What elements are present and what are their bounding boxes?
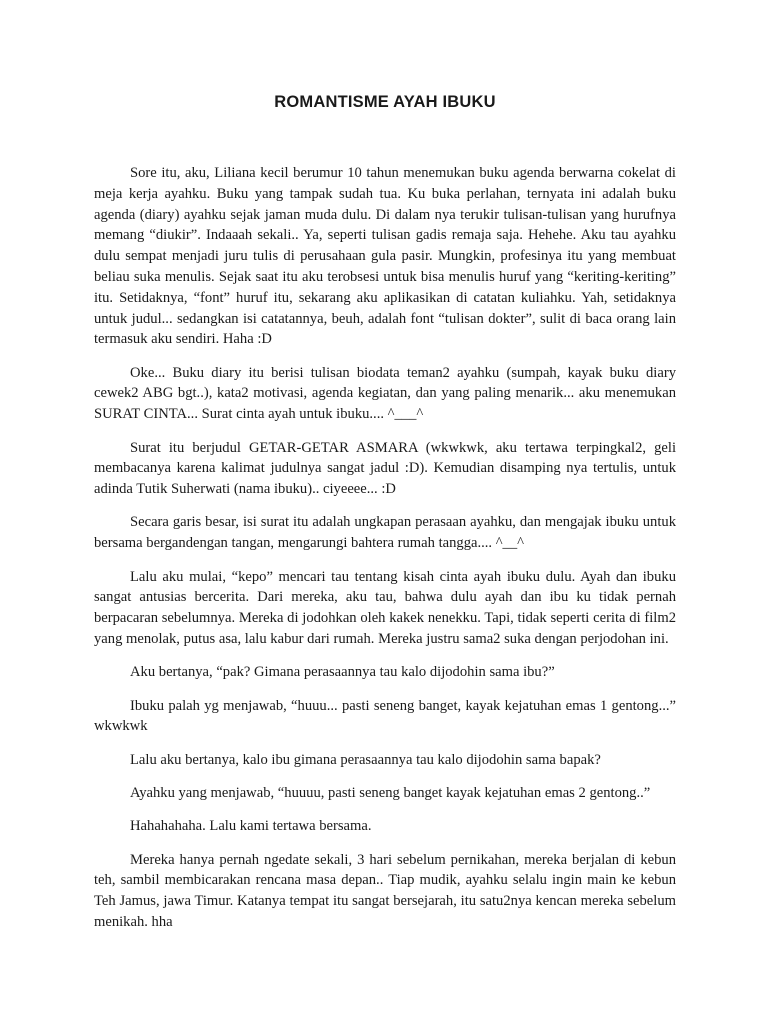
paragraph-11: Mereka hanya pernah ngedate sekali, 3 hari sebelum pernikahan, mereka berjalan di kebun teh, sambil membicarakan rencana masa depan.. Tiap mudik, ayahku selalu ingin main ke kebun Teh Jamus, jawa Timur. Katanya tempat itu sangat bersejarah, itu satu2nya kencan mereka sebelum menikah. hha	[94, 851, 676, 930]
paragraph-7: Ibuku palah yg menjawab, “huuu... pasti seneng banget, kayak kejatuhan emas 1 gentong...” wkwkwk	[94, 697, 676, 735]
paragraph-3: Surat itu berjudul GETAR-GETAR ASMARA (wkwkwk, aku tertawa terpingkal2, geli membacanya karena kalimat judulnya sangat jadul :D). Kemudian disamping nya tertulis, untuk adinda Tutik Suherwati (nama ibuku).. ciyeeee... :D	[94, 439, 676, 498]
paragraph-2: Oke... Buku diary itu berisi tulisan biodata teman2 ayahku (sumpah, kayak buku diary cewek2 ABG bgt..), kata2 motivasi, agenda kegiatan, dan yang paling menarik... aku menemukan SURAT CINTA... Surat cinta ayah untuk ibuku.... ^___^	[94, 364, 676, 423]
paragraph-1: Sore itu, aku, Liliana kecil berumur 10 tahun menemukan buku agenda berwarna cokelat di meja kerja ayahku. Buku yang tampak sudah tua. Ku buka perlahan, ternyata ini adalah buku agenda (diary) ayahku sejak jaman muda dulu. Di dalam nya terukir tulisan-tulisan yang hurufnya memang “diukir”. Indaaah sekali.. Ya, seperti tulisan gadis remaja saja. Hehehe. Aku tau ayahku dulu sempat menjadi juru tulis di perusahaan gula pasir. Mungkin, profesinya itu yang membuat beliau suka menulis. Sejak saat itu aku terobsesi untuk bisa menulis huruf yang “keriting-keriting” itu. Setidaknya, “font” huruf itu, sekarang aku aplikasikan di catatan kuliahku. Yah, setidaknya untuk judul... sedangkan isi catatannya, beuh, adalah font “tulisan dokter”, sulit di baca orang lain termasuk aku sendiri. Haha :D	[94, 165, 676, 348]
paragraph-10: Hahahahaha. Lalu kami tertawa bersama.	[130, 818, 372, 835]
document-body	[94, 163, 676, 945]
paragraph-4: Secara garis besar, isi surat itu adalah ungkapan perasaan ayahku, dan mengajak ibuku untuk bersama bergandengan tangan, mengarungi bahtera rumah tangga.... ^__^	[94, 514, 676, 552]
document-title: ROMANTISME AYAH IBUKU	[274, 93, 496, 111]
paragraph-9: Ayahku yang menjawab, “huuuu, pasti seneng banget kayak kejatuhan emas 2 gentong..”	[130, 784, 651, 801]
paragraph-6: Aku bertanya, “pak? Gimana perasaannya tau kalo dijodohin sama ibu?”	[130, 664, 555, 681]
paragraph-5: Lalu aku mulai, “kepo” mencari tau tentang kisah cinta ayah ibuku dulu. Ayah dan ibuku sangat antusias bercerita. Dari mereka, aku tau, bahwa dulu ayah dan ibu ku tidak pernah berpacaran sebelumnya. Mereka di jodohkan oleh kakek nenekku. Tapi, tidak seperti cerita di film2 yang menolak, putus asa, lalu kabur dari rumah. Mereka justru sama2 suka dengan perjodohan ini.	[94, 568, 676, 647]
paragraph-8: Lalu aku bertanya, kalo ibu gimana perasaannya tau kalo dijodohin sama bapak?	[130, 751, 601, 768]
